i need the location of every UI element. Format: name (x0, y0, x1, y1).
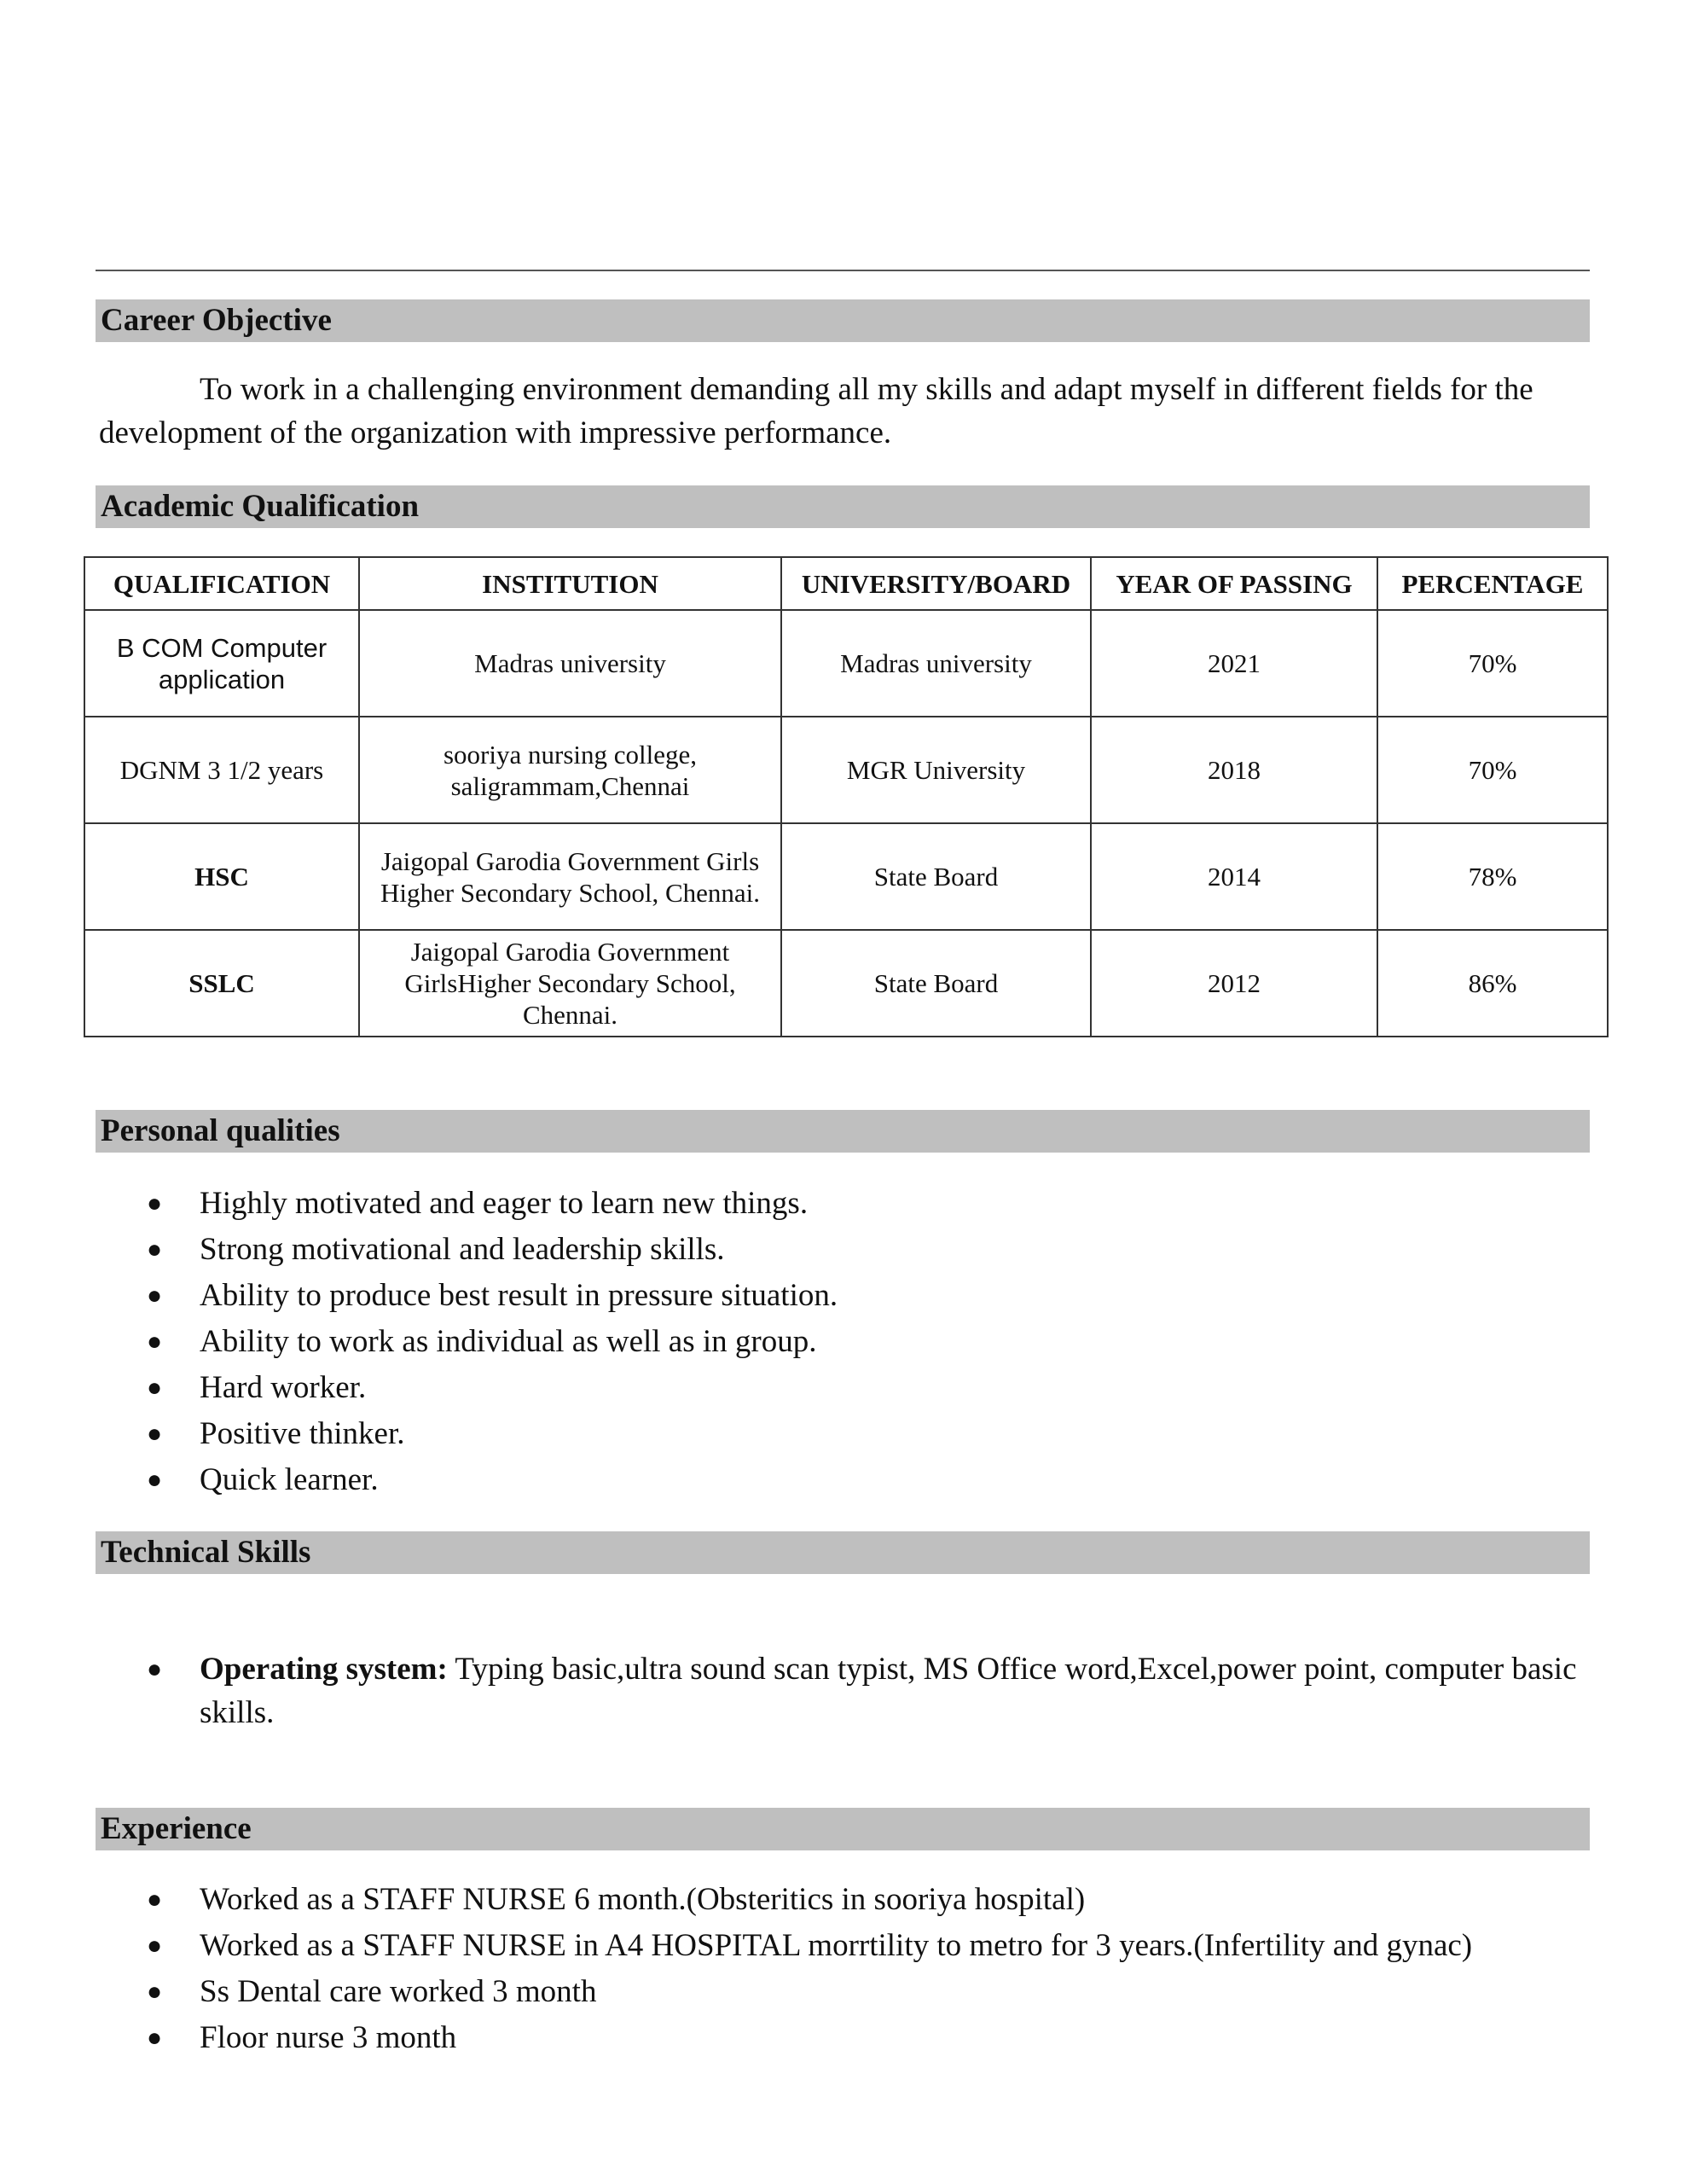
list-item: ● Worked as a STAFF NURSE 6 month.(Obsteritics in sooriya hospital) (99, 1877, 1583, 1923)
bullet-icon: ● (147, 1235, 163, 1263)
academic-qualification-heading: Academic Qualification (96, 485, 1590, 528)
year-cell: 2014 (1091, 823, 1377, 930)
qualification-cell: SSLC (84, 930, 359, 1037)
percentage-cell: 70% (1377, 717, 1608, 823)
board-cell: State Board (781, 823, 1091, 930)
list-item: ● Positive thinker. (99, 1411, 1583, 1457)
column-header: QUALIFICATION (84, 557, 359, 610)
board-cell: Madras university (781, 610, 1091, 717)
experience-heading: Experience (96, 1808, 1590, 1850)
career-objective-heading: Career Objective (96, 299, 1590, 342)
bullet-icon: ● (147, 1420, 163, 1448)
list-item: ● Ability to work as individual as well as in group. (99, 1319, 1583, 1365)
bullet-icon: ● (147, 1327, 163, 1356)
qualification-cell: HSC (84, 823, 359, 930)
table-row (84, 717, 1608, 823)
table-header-row (84, 557, 1608, 610)
personal-qualities-list (99, 1181, 1583, 1503)
technical-skills-heading: Technical Skills (96, 1531, 1590, 1574)
list-item: ● Ss Dental care worked 3 month (99, 1969, 1583, 2015)
year-cell: 2018 (1091, 717, 1377, 823)
bullet-icon: ● (147, 1885, 163, 1914)
skill-text: Typing basic,ultra sound scan typist, MS Office word,Excel,power point, computer basic skills. (200, 1652, 1577, 1730)
column-header: PERCENTAGE (1377, 557, 1608, 610)
list-item: ● Ability to produce best result in pressure situation. (99, 1273, 1583, 1319)
institution-cell: Jaigopal Garodia Government Girls Higher Secondary School, Chennai. (359, 823, 781, 930)
year-cell: 2021 (1091, 610, 1377, 717)
board-cell: MGR University (781, 717, 1091, 823)
list-item: ● Highly motivated and eager to learn new things. (99, 1181, 1583, 1227)
academic-qualification-table (84, 556, 1609, 1037)
list-item: ● Quick learner. (99, 1457, 1583, 1503)
institution-cell: Jaigopal Garodia Government GirlsHigher Secondary School, Chennai. (359, 930, 781, 1037)
personal-qualities-heading: Personal qualities (96, 1110, 1590, 1153)
table-row (84, 610, 1608, 717)
list-item: ● Floor nurse 3 month (99, 2015, 1583, 2061)
percentage-cell: 86% (1377, 930, 1608, 1037)
bullet-icon: ● (147, 1931, 163, 1960)
career-objective-text: To work in a challenging environment demanding all my skills and adapt myself in different fields for the development of the organization with impressive performance. (99, 372, 1533, 450)
header-rule (96, 270, 1590, 271)
qualification-cell: DGNM 3 1/2 years (84, 717, 359, 823)
bullet-icon: ● (147, 1978, 163, 2006)
institution-cell: sooriya nursing college, saligrammam,Chennai (359, 717, 781, 823)
table-row (84, 930, 1608, 1037)
technical-skills-list (99, 1647, 1583, 1734)
qualification-cell: B COM Computer application (84, 610, 359, 717)
experience-list (99, 1877, 1583, 2061)
bullet-icon: ● (147, 1466, 163, 1494)
skill-label: Operating system: (200, 1652, 448, 1687)
list-item (99, 1647, 1583, 1734)
institution-cell: Madras university (359, 610, 781, 717)
bullet-icon: ● (147, 1374, 163, 1402)
column-header: INSTITUTION (359, 557, 781, 610)
year-cell: 2012 (1091, 930, 1377, 1037)
column-header: UNIVERSITY/BOARD (781, 557, 1091, 610)
list-item: ● Strong motivational and leadership skills. (99, 1227, 1583, 1273)
bullet-icon: ● (147, 1281, 163, 1310)
bullet-icon: ● (147, 2024, 163, 2052)
percentage-cell: 70% (1377, 610, 1608, 717)
percentage-cell: 78% (1377, 823, 1608, 930)
bullet-icon: ● (147, 1189, 163, 1217)
bullet-icon: ● (147, 1655, 163, 1683)
table-row (84, 823, 1608, 930)
column-header: YEAR OF PASSING (1091, 557, 1377, 610)
board-cell: State Board (781, 930, 1091, 1037)
list-item: ● Hard worker. (99, 1365, 1583, 1411)
list-item: ● Worked as a STAFF NURSE in A4 HOSPITAL morrtility to metro for 3 years.(Infertility and gynac) (99, 1923, 1583, 1969)
